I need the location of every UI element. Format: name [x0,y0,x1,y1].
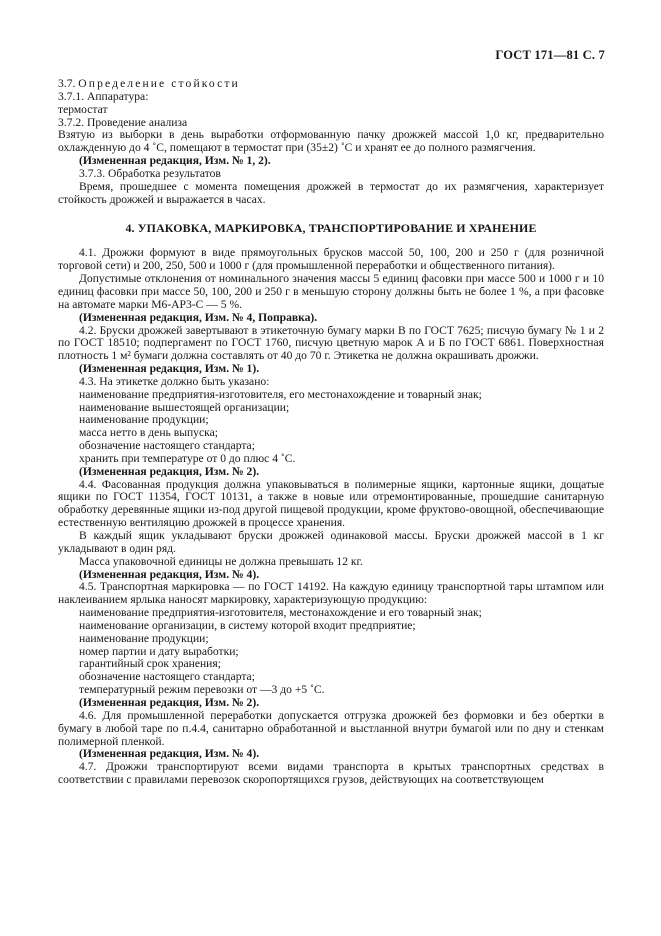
amendment-note-4-5: (Измененная редакция, Изм. № 2). [79,695,260,709]
section-4-title: 4. УПАКОВКА, МАРКИРОВКА, ТРАНСПОРТИРОВАНИЕ И ХРАНЕНИЕ [125,221,537,236]
paragraph-4-4: 4.4. Фасованная продукция должна упаковываться в полимерные ящики, картонные ящики, дощатые ящики по ГОСТ 11354, ГОСТ 10131, а также в новые или отремонтированные, прошедшие санитарную обработку деревянные ящики из-под другой пищевой продукции, кроме фруктово-овощной, обеспечивающие естественную вентиляцию дрожжей в процессе хранения. [58,477,604,530]
amendment-note-4-6: (Измененная редакция, Изм. № 4). [79,747,260,761]
list-item: хранить при температуре от 0 до плюс 4 ˚С. [79,451,296,465]
paragraph-4-1: 4.1. Дрожжи формуют в виде прямоугольных брусков массой 50, 100, 200 и 250 г (для розничной торговой сети) и 200, 250, 500 и 1000 г (для промышленной переработки и общественного питания). [58,246,604,273]
paragraph-3-7-2-body: Взятую из выборки в день выработки отформованную пачку дрожжей массой 1,0 кг, предварительно охлажденную до 4 ˚С, помещают в термостат при (35±2) ˚С и хранят ее до полного размягчения. [58,128,604,155]
document-body [58,78,604,787]
amendment-note-1: (Измененная редакция, Изм. № 1, 2). [79,154,271,168]
paragraph-4-6: 4.6. Для промышленной переработки допускается отгрузка дрожжей без формовки и без обертки в бумагу в любой таре по п.4.4, санитарно обработанной и выстланной внутри бумагой или по дну и стенкам полимерной пленкой. [58,708,604,748]
list-item: наименование продукции; [79,413,209,427]
list-item: обозначение настоящего стандарта; [79,670,255,684]
paragraph-4-7: 4.7. Дрожжи транспортируют всеми видами транспорта в крытых транспортных средствах в соответствии с правилами перевозок скоропортящихся грузов, действующих на соответствующем [58,760,604,787]
list-item: температурный режим перевозки от —3 до +5 ˚С. [79,683,325,697]
list-item: наименование предприятия-изготовителя, его местонахождение и товарный знак; [79,387,482,401]
label-3-7-2: 3.7.2. Проведение анализа [58,115,188,129]
amendment-note-4-4: (Измененная редакция, Изм. № 4). [79,567,260,581]
amendment-note-4-1: (Измененная редакция, Изм. № 4, Поправка). [79,310,318,324]
heading-3-7 [58,78,604,91]
label-3-7-1: 3.7.1. Аппаратура: [58,89,149,103]
label-3-7-3: 3.7.3. Обработка результатов [79,166,221,180]
list-item: номер партии и дату выработки; [79,644,239,658]
heading-3-7-text: Определение стойкости [78,77,240,90]
list-item: обозначение настоящего стандарта; [79,439,255,453]
paragraph-4-4-c: Масса упаковочной единицы не должна превышать 12 кг. [79,554,363,568]
amendment-note-4-3: (Измененная редакция, Изм. № 2). [79,464,260,478]
page-header: ГОСТ 171—81 С. 7 [495,48,605,62]
list-item: наименование предприятия-изготовителя, местонахождение и его товарный знак; [79,606,482,620]
list-item: наименование организации, в систему которой входит предприятие; [79,618,416,632]
paragraph-4-4-b: В каждый ящик укладывают бруски дрожжей одинаковой массы. Бруски дрожжей массой в 1 кг укладывают в один ряд. [58,529,604,555]
paragraph-4-1-b: Допустимые отклонения от номинального значения массы 5 единиц фасовки при массе 500 и 1000 г и 10 единиц фасовки при массе 50, 100, 200 и 250 г в меньшую сторону должны быть не более 1 %, а при фасовке на автомате марки М6-АР3-С — 5 %. [58,272,604,311]
list-item: масса нетто в день выпуска; [79,426,218,440]
list-item: гарантийный срок хранения; [79,657,221,671]
amendment-note-4-2: (Измененная редакция, Изм. № 1). [79,362,260,376]
list-item: наименование продукции; [79,631,209,645]
list-item: наименование вышестоящей организации; [79,400,290,414]
paragraph-4-5: 4.5. Транспортная маркировка — по ГОСТ 14192. На каждую единицу транспортной тары штампом или наклеиванием ярлыка наносят маркировку, характеризующую продукцию: [58,580,604,607]
paragraph-3-7-3-body: Время, прошедшее с момента помещения дрожжей в термостат до их размягчения, характеризует стойкость дрожжей и выражается в часах. [58,179,604,206]
item-thermostat: термостат [58,102,108,116]
heading-3-7-number: 3.7. [58,77,76,90]
paragraph-4-2: 4.2. Бруски дрожжей завертывают в этикеточную бумагу марки В по ГОСТ 7625; писчую бумагу № 1 и 2 по ГОСТ 18510; подпергамент по ГОСТ 1760, писчую цветную марок А и Б по ГОСТ 6861. Поверхностная плотность 1 м² бумаги должна составлять от 40 до 70 г. Этикетка не должна окрашивать дрожжи. [58,323,604,363]
label-4-3: 4.3. На этикетке должно быть указано: [79,374,270,388]
